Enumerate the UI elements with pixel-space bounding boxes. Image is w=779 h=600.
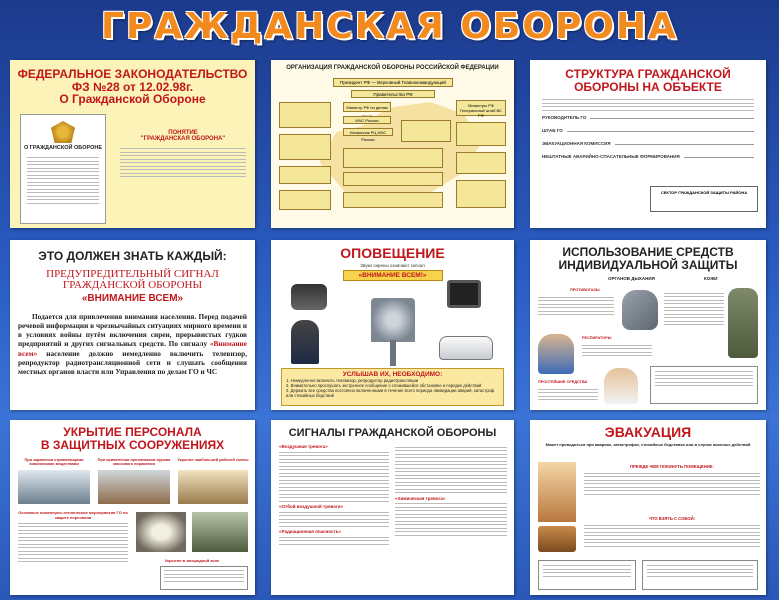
booklet-title: О ГРАЖДАНСКОЙ ОБОРОНЕ bbox=[23, 145, 103, 151]
org-box bbox=[401, 120, 451, 142]
label-evac: ЭВАКУАЦИОННАЯ КОМИССИЯ bbox=[542, 140, 611, 146]
concept-block bbox=[120, 130, 246, 216]
org-box bbox=[343, 192, 443, 208]
org-box-emercom: МЧС России bbox=[343, 116, 391, 124]
panel-title: УКРЫТИЕ ПЕРСОНАЛА bbox=[63, 425, 202, 439]
org-box bbox=[279, 166, 331, 184]
panel-title: СТРУКТУРА ГРАЖДАНСКОЙ bbox=[565, 67, 731, 81]
concept-text bbox=[120, 148, 246, 177]
panel-facility-structure bbox=[530, 60, 766, 228]
org-box bbox=[279, 190, 331, 210]
org-box-president: Президент РФ — Верховный Главнокомандующий bbox=[333, 78, 453, 87]
signal-description bbox=[18, 312, 247, 376]
police-car-icon bbox=[439, 336, 493, 360]
evac-family-image bbox=[538, 462, 576, 522]
gasmask-text bbox=[538, 294, 614, 318]
signals-column-right bbox=[395, 444, 507, 538]
instructions-box bbox=[281, 368, 504, 406]
simple-text bbox=[538, 386, 598, 403]
russian-emblem-icon bbox=[51, 121, 75, 143]
gasmask-label: ПРОТИВОГАЗЫ bbox=[570, 288, 600, 292]
panel-everyone-should-know bbox=[10, 240, 255, 410]
org-box bbox=[456, 180, 506, 208]
resp-label: РЕСПИРАТОРЫ bbox=[582, 336, 612, 340]
siren-icon bbox=[371, 298, 415, 342]
panel-title: ИСПОЛЬЗОВАНИЕ СРЕДСТВ bbox=[562, 245, 734, 259]
label-staff: ШТАБ ГО bbox=[542, 127, 563, 133]
before-leaving-list bbox=[584, 470, 760, 497]
label-units: НЕШТАТНЫЕ АВАРИЙНО-СПАСАТЕЛЬНЫЕ ФОРМИРОВАНИЯ bbox=[542, 153, 680, 159]
booklet-text bbox=[27, 157, 99, 204]
step-2: 2. Внимательно прослушать экстренное сообщение о сложившейся обстановке и порядке действий bbox=[286, 383, 482, 388]
signal-all-clear: «Отбой воздушной тревоги» bbox=[279, 504, 344, 509]
sector-label: СЕКТОР ГРАЖДАНСКОЙ ЗАЩИТЫ РАЙОНА bbox=[660, 190, 748, 195]
caption-chemical: При заражении отравляющими химическими веществами bbox=[24, 458, 84, 466]
intro-text bbox=[542, 99, 754, 111]
panel-title: СИГНАЛЫ ГРАЖДАНСКОЙ ОБОРОНЫ bbox=[288, 427, 497, 439]
skin-text bbox=[664, 290, 724, 328]
panel-title: ЭВАКУАЦИЯ bbox=[604, 424, 692, 440]
law-number: ФЗ №28 от 12.02.98г. bbox=[71, 79, 194, 94]
before-leaving-title: ПРЕЖДЕ ЧЕМ ПОКИНУТЬ ПОМЕЩЕНИЕ: bbox=[630, 464, 714, 469]
measures-title: Основные инженерно-технические мероприятия ГО по защите персонала bbox=[18, 510, 128, 520]
resp-text bbox=[582, 342, 652, 359]
resp-heading: ОРГАНОВ ДЫХАНИЯ bbox=[608, 276, 655, 281]
bunker-image bbox=[192, 512, 248, 552]
evac-form-right bbox=[642, 560, 758, 590]
heard-title: УСЛЫШАВ ИХ, НЕОБХОДИМО: bbox=[342, 371, 443, 378]
panel-title: ОПОВЕЩЕНИЕ bbox=[340, 245, 445, 261]
law-name: О Гражданской Обороне bbox=[59, 92, 206, 107]
signal-air-raid: «Воздушная тревога» bbox=[279, 444, 328, 449]
country-shelter-caption: Укрытие в загородной зоне bbox=[164, 558, 220, 563]
org-box bbox=[456, 122, 506, 146]
org-box bbox=[456, 152, 506, 174]
label-head: РУКОВОДИТЕЛЬ ГО bbox=[542, 114, 587, 120]
radio-icon bbox=[291, 284, 327, 310]
body-text-1: Подается для привлечения внимания населения. Перед подачей речевой информации в чрезвычайных ситуациях мирного времени и в условиях войны путём включения сирен, прерывистых гудков предприятий и других сигнальных средств. По сигналу bbox=[18, 312, 247, 349]
tunnel-image bbox=[136, 512, 186, 552]
panel-subtitle-2: ГРАЖДАНСКОЙ ОБОРОНЫ bbox=[62, 279, 203, 292]
caption-shift: Укрытие наибольшей рабочей смены bbox=[177, 458, 249, 462]
evac-form-left bbox=[538, 560, 636, 590]
org-box bbox=[279, 134, 331, 160]
what-to-take-list bbox=[584, 522, 760, 549]
sector-box bbox=[650, 186, 758, 212]
notes-box bbox=[650, 366, 758, 404]
mask-person-icon bbox=[604, 368, 638, 404]
page-title: ГРАЖДАНСКАЯ ОБОРОНА bbox=[101, 6, 678, 47]
org-box-minister: Министр РФ по делам bbox=[343, 102, 391, 112]
panel-signals bbox=[271, 420, 514, 595]
simple-label: ПРОСТЕЙШИЕ СРЕДСТВА bbox=[538, 380, 588, 384]
caption-wmd: При применении противником оружия массового поражения bbox=[97, 458, 171, 466]
signal-radiation: «Радиационная опасность» bbox=[279, 529, 342, 534]
law-booklet bbox=[20, 114, 106, 224]
shelter-image-2 bbox=[98, 470, 170, 504]
evac-suitcase-image bbox=[538, 526, 576, 552]
evac-intro: Может проводиться при авариях, катастрофах, стихийных бедствиях или в случае военных действий bbox=[545, 441, 751, 447]
panel-subtitle: ОБОРОНЫ НА ОБЪЕКТЕ bbox=[574, 79, 722, 94]
org-box bbox=[279, 102, 331, 128]
shelter-image-1 bbox=[18, 470, 90, 504]
body-text-2: население должно немедленно включить телевизор, репродуктор радиотрансляционной сети и слушать сообщения местных органов власти или Управления по делам ГО и ЧС bbox=[18, 348, 247, 376]
respirator-person-icon bbox=[538, 334, 574, 374]
tv-icon bbox=[447, 280, 481, 308]
org-box-government: Правительство РФ bbox=[351, 90, 435, 98]
concept-subtitle: "ГРАЖДАНСКАЯ ОБОРОНА" bbox=[140, 136, 226, 142]
structure-fields bbox=[542, 115, 754, 159]
panel-subtitle: ИНДИВИДУАЛЬНОЙ ЗАЩИТЫ bbox=[558, 257, 738, 272]
signal-name: «ВНИМАНИЕ ВСЕМ» bbox=[81, 292, 184, 304]
person-phone-icon bbox=[291, 320, 319, 364]
step-3: 3. Держать все средства постоянно включенными в течение всего периода ликвидации аварий, катастроф или стихийных бедствий bbox=[286, 388, 495, 398]
org-box-general-staff: Министры РФ Генеральный штаб ВС РФ bbox=[456, 100, 506, 116]
panel-subtitle-1: ПРЕДУПРЕДИТЕЛЬНЫЙ СИГНАЛ bbox=[46, 267, 219, 280]
body-text-emph: «Внимание всем» bbox=[18, 339, 247, 358]
step-1: 1. Немедленно включить телевизор, репродуктор радиотрансляции bbox=[286, 378, 419, 383]
panel-title: ОРГАНИЗАЦИЯ ГРАЖДАНСКОЙ ОБОРОНЫ РОССИЙСКОЙ ФЕДЕРАЦИИ bbox=[286, 65, 499, 71]
org-box-regional: Начальник РЦ МЧС России bbox=[343, 128, 393, 136]
gasmask-icon bbox=[622, 290, 658, 330]
panel-title: ФЕДЕРАЛЬНОЕ ЗАКОНОДАТЕЛЬСТВО bbox=[17, 67, 248, 81]
signal-chemical: «Химическая тревога» bbox=[395, 495, 446, 501]
sirens-note: Звуки сирены означают сигнал bbox=[360, 262, 425, 268]
panel-subtitle: В ЗАЩИТНЫХ СООРУЖЕНИЯХ bbox=[40, 437, 225, 452]
skin-heading: КОЖИ bbox=[704, 276, 718, 281]
protective-suit-icon bbox=[728, 288, 758, 358]
panel-evacuation bbox=[530, 420, 766, 595]
panel-shelters bbox=[10, 420, 255, 595]
measures-list bbox=[18, 520, 128, 565]
shelter-image-3 bbox=[178, 470, 248, 504]
shelter-notes-box bbox=[160, 566, 248, 590]
panel-notification bbox=[271, 240, 514, 410]
concept-title: ПОНЯТИЕ bbox=[168, 130, 198, 136]
panel-organization bbox=[271, 60, 514, 228]
panel-federal-legislation bbox=[10, 60, 255, 228]
what-to-take-title: ЧТО ВЗЯТЬ С СОБОЙ: bbox=[648, 516, 696, 521]
signals-column-left bbox=[279, 444, 389, 547]
siren-pole bbox=[390, 340, 396, 366]
org-box bbox=[343, 148, 443, 168]
org-box bbox=[343, 172, 443, 186]
panel-ppe bbox=[530, 240, 766, 410]
panel-title: ЭТО ДОЛЖЕН ЗНАТЬ КАЖДЫЙ: bbox=[38, 249, 227, 263]
signal-box: «ВНИМАНИЕ ВСЕМ!» bbox=[343, 270, 443, 281]
